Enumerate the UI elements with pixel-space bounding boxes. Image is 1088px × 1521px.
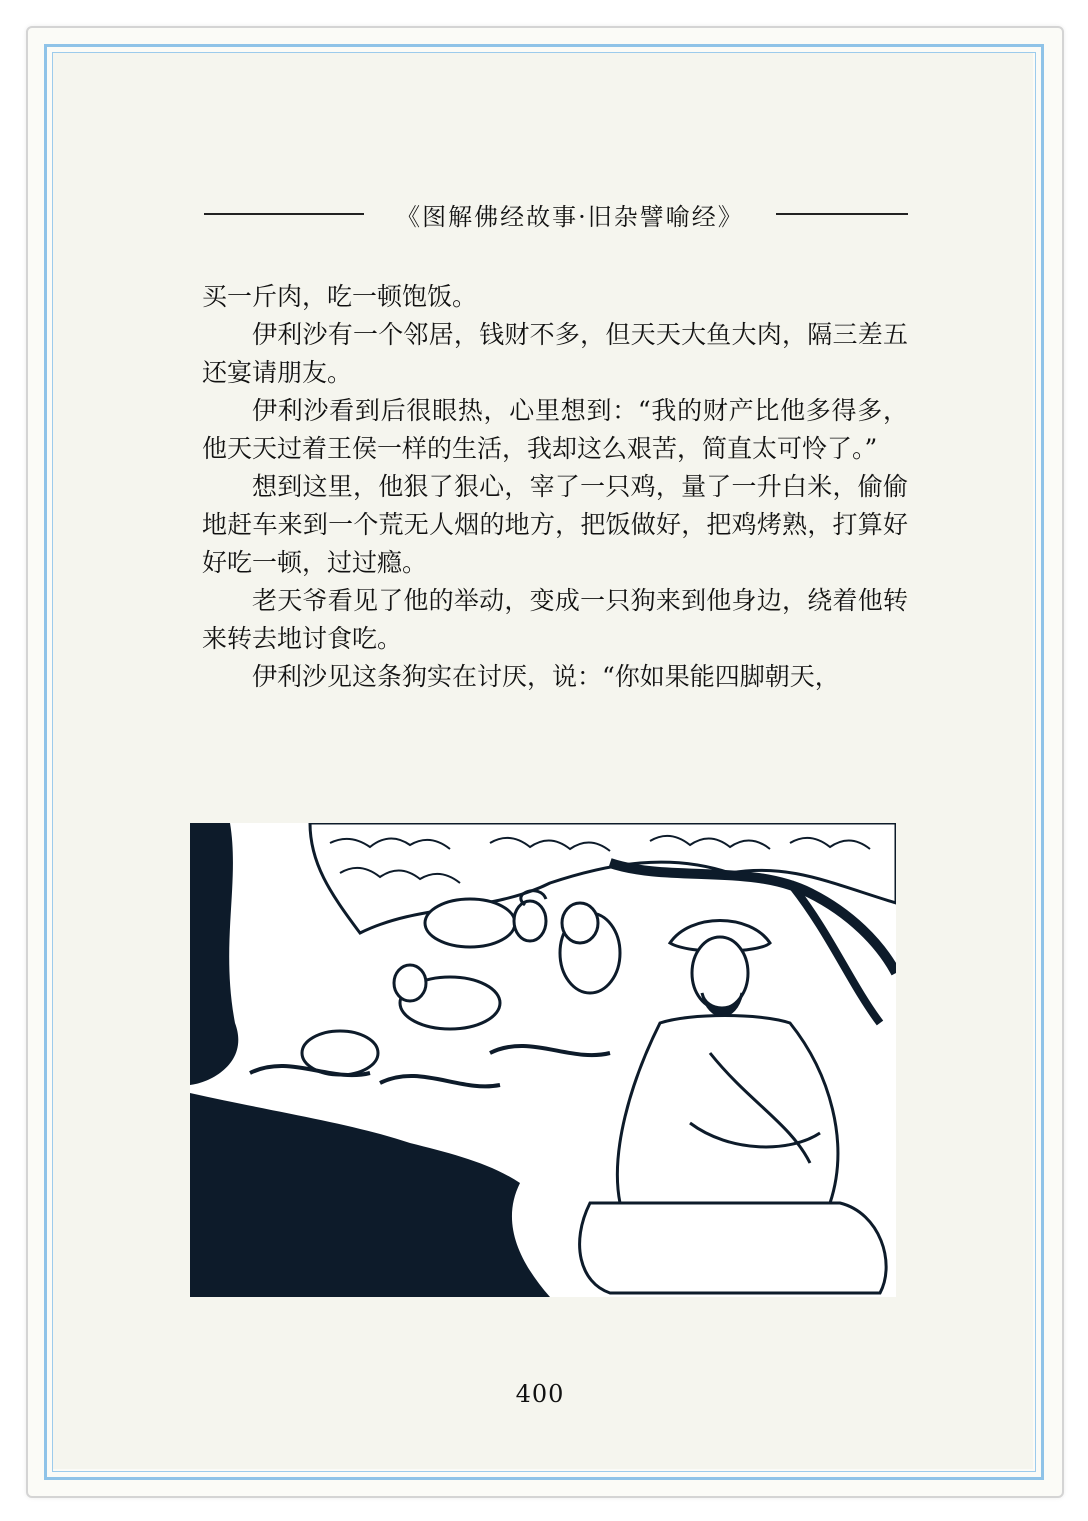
paragraph: 想到这里，他狠了狠心，宰了一只鸡，量了一升白米，偷偷地赶车来到一个荒无人烟的地方，把饭做好，把鸡烤熟，打算好好吃一顿，过过瘾。 [202,472,908,577]
story-illustration [190,823,896,1297]
book-title: 《图解佛经故事·旧杂譬喻经》 [396,202,744,231]
body-text [202,278,908,696]
paragraph: 伊利沙看到后很眼热，心里想到：“我的财产比他多得多，他天天过着王侯一样的生活，我却这么艰苦，简直太可怜了。” [202,396,908,463]
paragraph: 老天爷看见了他的举动，变成一只狗来到他身边，绕着他转来转去地讨食吃。 [202,586,908,653]
paragraph: 伊利沙有一个邻居，钱财不多，但天天大鱼大肉，隔三差五还宴请朋友。 [202,320,908,387]
paragraph: 伊利沙见这条狗实在讨厌，说：“你如果能四脚朝天， [252,662,840,691]
page-number: 400 [515,1380,565,1408]
illustration-drawing [190,823,896,1297]
running-header [204,198,908,230]
header-rule-right [776,213,908,215]
paragraph: 买一斤肉，吃一顿饱饭。 [202,282,478,311]
header-rule-left [204,213,364,215]
